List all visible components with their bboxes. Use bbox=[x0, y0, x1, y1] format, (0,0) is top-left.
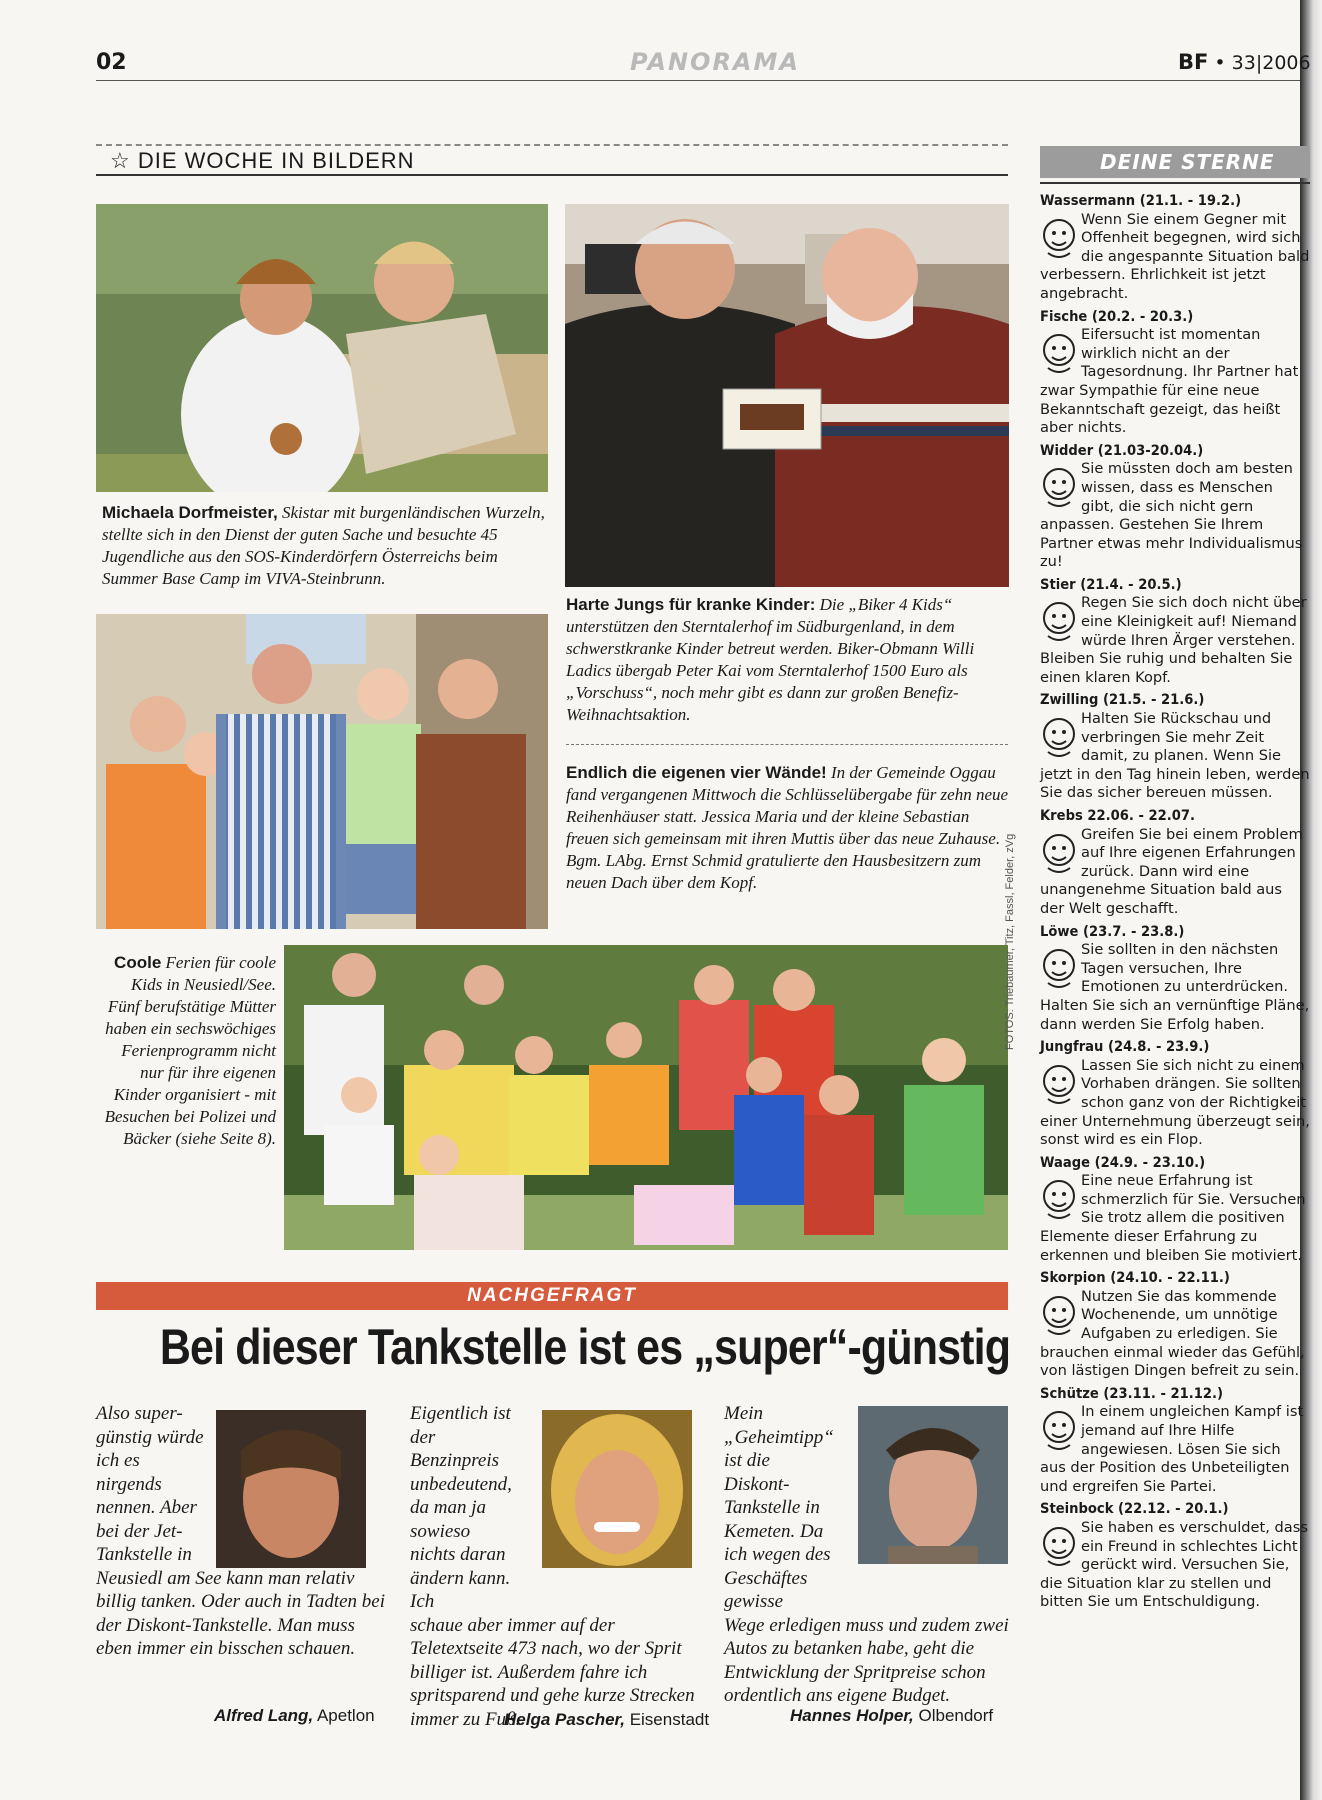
sign-text bbox=[1040, 1057, 1310, 1150]
caption-neusiedl bbox=[96, 952, 276, 1150]
signature-alfred-lang bbox=[214, 1706, 375, 1726]
sign-text bbox=[1040, 1288, 1310, 1381]
sign-title: Löwe (23.7. - 23.8.) bbox=[1040, 922, 1185, 940]
sign-body-text: Wenn Sie einem Gegner mit Offenheit begegnen, wird sich die angespannte Situation bald verbessern. Ehrlichkeit ist jetzt angebracht. bbox=[1040, 210, 1310, 302]
horoscope-sign bbox=[1040, 442, 1310, 572]
capricorn-icon bbox=[1040, 1521, 1078, 1571]
portrait-helga-pascher bbox=[542, 1410, 692, 1568]
caption-lead: Coole bbox=[114, 953, 162, 972]
sign-body-text: Halten Sie Rückschau und verbringen Sie mehr Zeit damit, zu planen. Wenn Sie jetzt in den Tag hinein leben, werden Sie das sicher bereuen müssen. bbox=[1040, 710, 1310, 802]
libra-icon bbox=[1040, 1174, 1078, 1224]
issue-number: 33|2006 bbox=[1231, 52, 1311, 74]
person-place: Eisenstadt bbox=[624, 1710, 710, 1729]
sign-body-text: Greifen Sie bei einem Problem auf Ihre eigenen Erfahrungen zurück. Dann wird eine unangenehme Situation bald aus der Welt geschafft. bbox=[1040, 825, 1303, 917]
sign-title: Schütze (23.11. - 21.12.) bbox=[1040, 1384, 1224, 1402]
sign-body-text: Eifersucht ist momentan wirklich nicht an der Tagesordnung. Ihr Partner hat zwar Sympathie für eine neue Bekanntschaft gezeigt, das heißt aber nichts. bbox=[1040, 326, 1299, 437]
sign-body-text: In einem ungleichen Kampf ist jemand auf Ihre Hilfe angewiesen. Lösen Sie sich aus der Position des Unbeteiligten und ergreifen Sie Partei. bbox=[1040, 1403, 1304, 1495]
person-name: Hannes Holper, bbox=[790, 1706, 914, 1725]
sign-title: Fische (20.2. - 20.3.) bbox=[1040, 307, 1194, 325]
headline: Bei dieser Tankstelle ist es „super“-günstig bbox=[159, 1319, 1011, 1375]
horoscope-sign bbox=[1040, 1500, 1310, 1612]
photo-biker-4-kids bbox=[565, 204, 1009, 587]
caption-biker bbox=[566, 594, 1010, 726]
horoscope-sign bbox=[1040, 192, 1310, 304]
caption-oggau bbox=[566, 762, 1010, 894]
week-rule bbox=[96, 174, 1008, 176]
nachgefragt-label: NACHGEFRAGT bbox=[96, 1282, 1008, 1310]
portrait-alfred-lang bbox=[216, 1410, 366, 1568]
sign-title: Stier (21.4. - 20.5.) bbox=[1040, 575, 1182, 593]
photo-neusiedl-kids bbox=[284, 945, 1008, 1250]
sign-title: Steinbock (22.12. - 20.1.) bbox=[1040, 1500, 1229, 1518]
signature-helga-pascher bbox=[504, 1710, 709, 1730]
sign-body-text: Sie müssten doch am besten wissen, dass es Menschen gibt, die sich nicht gern anpassen. Gestehen Sie Ihrem Partner etwas mehr Individualismus zu! bbox=[1040, 460, 1303, 571]
sign-body-text: Sie sollten in den nächsten Tagen versuchen, Ihre Emotionen zu unterdrücken. Halten Sie sich an vernünftige Pläne, dann werden Sie Erfolg haben. bbox=[1040, 941, 1310, 1033]
section-title: PANORAMA bbox=[630, 48, 800, 76]
week-heading bbox=[110, 148, 415, 174]
sign-title: Zwilling (21.5. - 21.6.) bbox=[1040, 691, 1205, 709]
sign-text bbox=[1040, 211, 1310, 304]
photo-oggau-keys bbox=[96, 614, 548, 929]
sign-title: Wassermann (21.1. - 19.2.) bbox=[1040, 192, 1242, 209]
answer-text-narrow: Also super-günstig würde ich es nirgends nennen. Aber bei der Jet-Tankstelle in bbox=[96, 1403, 204, 1565]
horoscope-sign bbox=[1040, 1038, 1310, 1150]
person-name: Helga Pascher, bbox=[504, 1710, 625, 1729]
horoscope-rule bbox=[1040, 182, 1310, 184]
caption-dorfmeister bbox=[102, 502, 550, 590]
aquarius-icon bbox=[1040, 213, 1078, 263]
sign-text bbox=[1040, 594, 1310, 687]
sign-title: Krebs 22.06. - 22.07. bbox=[1040, 807, 1196, 824]
brand: BF bbox=[1178, 50, 1209, 74]
person-name: Alfred Lang, bbox=[214, 1706, 314, 1725]
photo-credit: FOTOS: Triebaumer, Titz, Fassl, Felder, zVg bbox=[1004, 833, 1016, 1050]
pisces-icon bbox=[1040, 328, 1078, 378]
week-dashed-rule bbox=[96, 144, 1008, 146]
horoscope-sign bbox=[1040, 807, 1310, 919]
leo-icon bbox=[1040, 943, 1078, 993]
portrait-hannes-holper bbox=[858, 1406, 1008, 1564]
sign-text bbox=[1040, 826, 1310, 919]
horoscope-sign bbox=[1040, 1269, 1310, 1381]
sign-body-text: Nutzen Sie das kommende Wochenende, um unnötige Aufgaben zu erledigen. Sie brauchen einmal wieder das Gefühl, von lästigen Dingen befreit zu sein. bbox=[1040, 1287, 1305, 1380]
sign-body-text: Lassen Sie sich nicht zu einem Vorhaben drängen. Sie sollten schon ganz von der Richtigkeit einer Unternehmung überzeugt sein, sonst wird es ein Flop. bbox=[1040, 1056, 1310, 1149]
scorpio-icon bbox=[1040, 1290, 1078, 1340]
caption-text: Die „Biker 4 Kids“ unterstützen den Sterntalerhof im Südburgenland, in dem schwerstkranke Kinder betreut werden. Biker-Obmann Willi Ladics übergab Peter Kai vom Sterntalerhof 1500 Euro als „Vorschuss“, noch mehr gibt es dann zur großen Benefiz-Weihnachtsaktion. bbox=[566, 595, 975, 724]
week-title: DIE WOCHE IN BILDERN bbox=[137, 148, 415, 173]
sign-body-text: Eine neue Erfahrung ist schmerzlich für Sie. Versuchen Sie trotz allem die positiven Elemente dieser Erfahrung zu erkennen und bleiben Sie motiviert. bbox=[1040, 1172, 1306, 1264]
sign-title: Widder (21.03-20.04.) bbox=[1040, 441, 1204, 459]
horoscope-sign bbox=[1040, 576, 1310, 688]
horoscope-sign bbox=[1040, 308, 1310, 438]
answer-text-narrow: Mein „Geheimtipp“ ist die Diskont-Tankstelle in Kemeten. Da ich wegen des Geschäftes gewisse bbox=[724, 1403, 834, 1612]
horoscope-sign bbox=[1040, 691, 1310, 803]
caption-text: In der Gemeinde Oggau fand vergangenen Mittwoch die Schlüsselübergabe für zehn neue Reihenhäuser statt. Jessica Maria und der kleine Sebastian freuen sich gemeinsam mit ihren Muttis über das neue Zuhause. Bgm. LAbg. Ernst Schmid gratulierte den Hausbesitzern zum neuen Dach über dem Kopf. bbox=[566, 763, 1009, 892]
caption-separator bbox=[566, 744, 1008, 745]
answer-text-narrow: Eigentlich ist der Benzinpreis unbedeutend, da man ja sowieso nichts daran ändern kann. Ich bbox=[410, 1403, 512, 1612]
sign-text bbox=[1040, 326, 1310, 438]
page-number: 02 bbox=[96, 50, 127, 75]
sign-text bbox=[1040, 1172, 1310, 1265]
taurus-icon bbox=[1040, 596, 1078, 646]
horoscope-sign bbox=[1040, 1154, 1310, 1266]
photo-dorfmeister bbox=[96, 204, 548, 492]
sign-title: Waage (24.9. - 23.10.) bbox=[1040, 1153, 1206, 1171]
person-place: Olbendorf bbox=[913, 1706, 994, 1725]
answer-text-wide: schaue aber immer auf der Teletextseite 473 nach, wo der Sprit billiger ist. Außerdem fahre ich spritsparend und gehe kurze Strecken immer zu Fuß. bbox=[410, 1614, 695, 1730]
sign-text bbox=[1040, 460, 1310, 572]
horoscope-list bbox=[1040, 192, 1310, 1616]
caption-lead: Harte Jungs für kranke Kinder: bbox=[566, 595, 816, 614]
virgo-icon bbox=[1040, 1059, 1078, 1109]
star-icon: ☆ bbox=[110, 148, 131, 173]
caption-text: Skistar mit burgenländischen Wurzeln, stellte sich in den Dienst der guten Sache und besuchte 45 Jugendliche aus den SOS-Kinderdörfern Österreichs beim Summer Base Camp im VIVA-Steinbrunn. bbox=[102, 503, 545, 588]
signature-hannes-holper bbox=[790, 1706, 993, 1726]
caption-text: Ferien für coole Kids in Neusiedl/See. Fünf berufstätige Mütter haben ein sechswöchiges Ferienprogramm nicht nur für ihre eigenen Kinder organisiert - mit Besuchen bei Polizei und Bäcker (siehe Seite 8). bbox=[104, 953, 276, 1148]
aries-icon bbox=[1040, 462, 1078, 512]
sign-text bbox=[1040, 710, 1310, 803]
sign-title: Skorpion (24.10. - 22.11.) bbox=[1040, 1269, 1230, 1287]
caption-lead: Endlich die eigenen vier Wände! bbox=[566, 763, 827, 782]
sign-body-text: Sie haben es verschuldet, dass ein Freund in schlechtes Licht gerückt wird. Versuchen Sie, die Situation klar zu stellen und bitten Sie um Entschuldigung. bbox=[1040, 1518, 1308, 1611]
gemini-icon bbox=[1040, 712, 1078, 762]
sign-title: Jungfrau (24.8. - 23.9.) bbox=[1040, 1038, 1210, 1056]
sign-text bbox=[1040, 1403, 1310, 1496]
horoscope-sign bbox=[1040, 1385, 1310, 1497]
horoscope-title: DEINE STERNE bbox=[1040, 146, 1310, 178]
answer-text-wide: Neusiedl am See kann man relativ billig tanken. Oder auch in Tadten bei der Diskont-Tankstelle. Man muss eben immer ein bisschen schauen. bbox=[96, 1567, 386, 1659]
person-place: Apetlon bbox=[313, 1706, 375, 1725]
cancer-icon bbox=[1040, 828, 1078, 878]
horoscope-sign bbox=[1040, 923, 1310, 1035]
header-rule bbox=[96, 80, 1300, 81]
sign-text bbox=[1040, 941, 1310, 1034]
caption-lead: Michaela Dorfmeister, bbox=[102, 503, 278, 522]
issue-info: BF • 33|2006 bbox=[1178, 50, 1311, 74]
sagittarius-icon bbox=[1040, 1405, 1078, 1455]
answer-text-wide: Wege erledigen muss und zudem zwei Autos zu betanken habe, geht die Entwicklung der Spritpreise schon ordentlich ans eigene Budget. bbox=[724, 1614, 1009, 1706]
sign-text bbox=[1040, 1519, 1310, 1612]
sign-body-text: Regen Sie sich doch nicht über eine Kleinigkeit auf! Niemand würde Ihren Ärger verstehen. Bleiben Sie ruhig und behalten Sie einen klaren Kopf. bbox=[1040, 594, 1307, 686]
